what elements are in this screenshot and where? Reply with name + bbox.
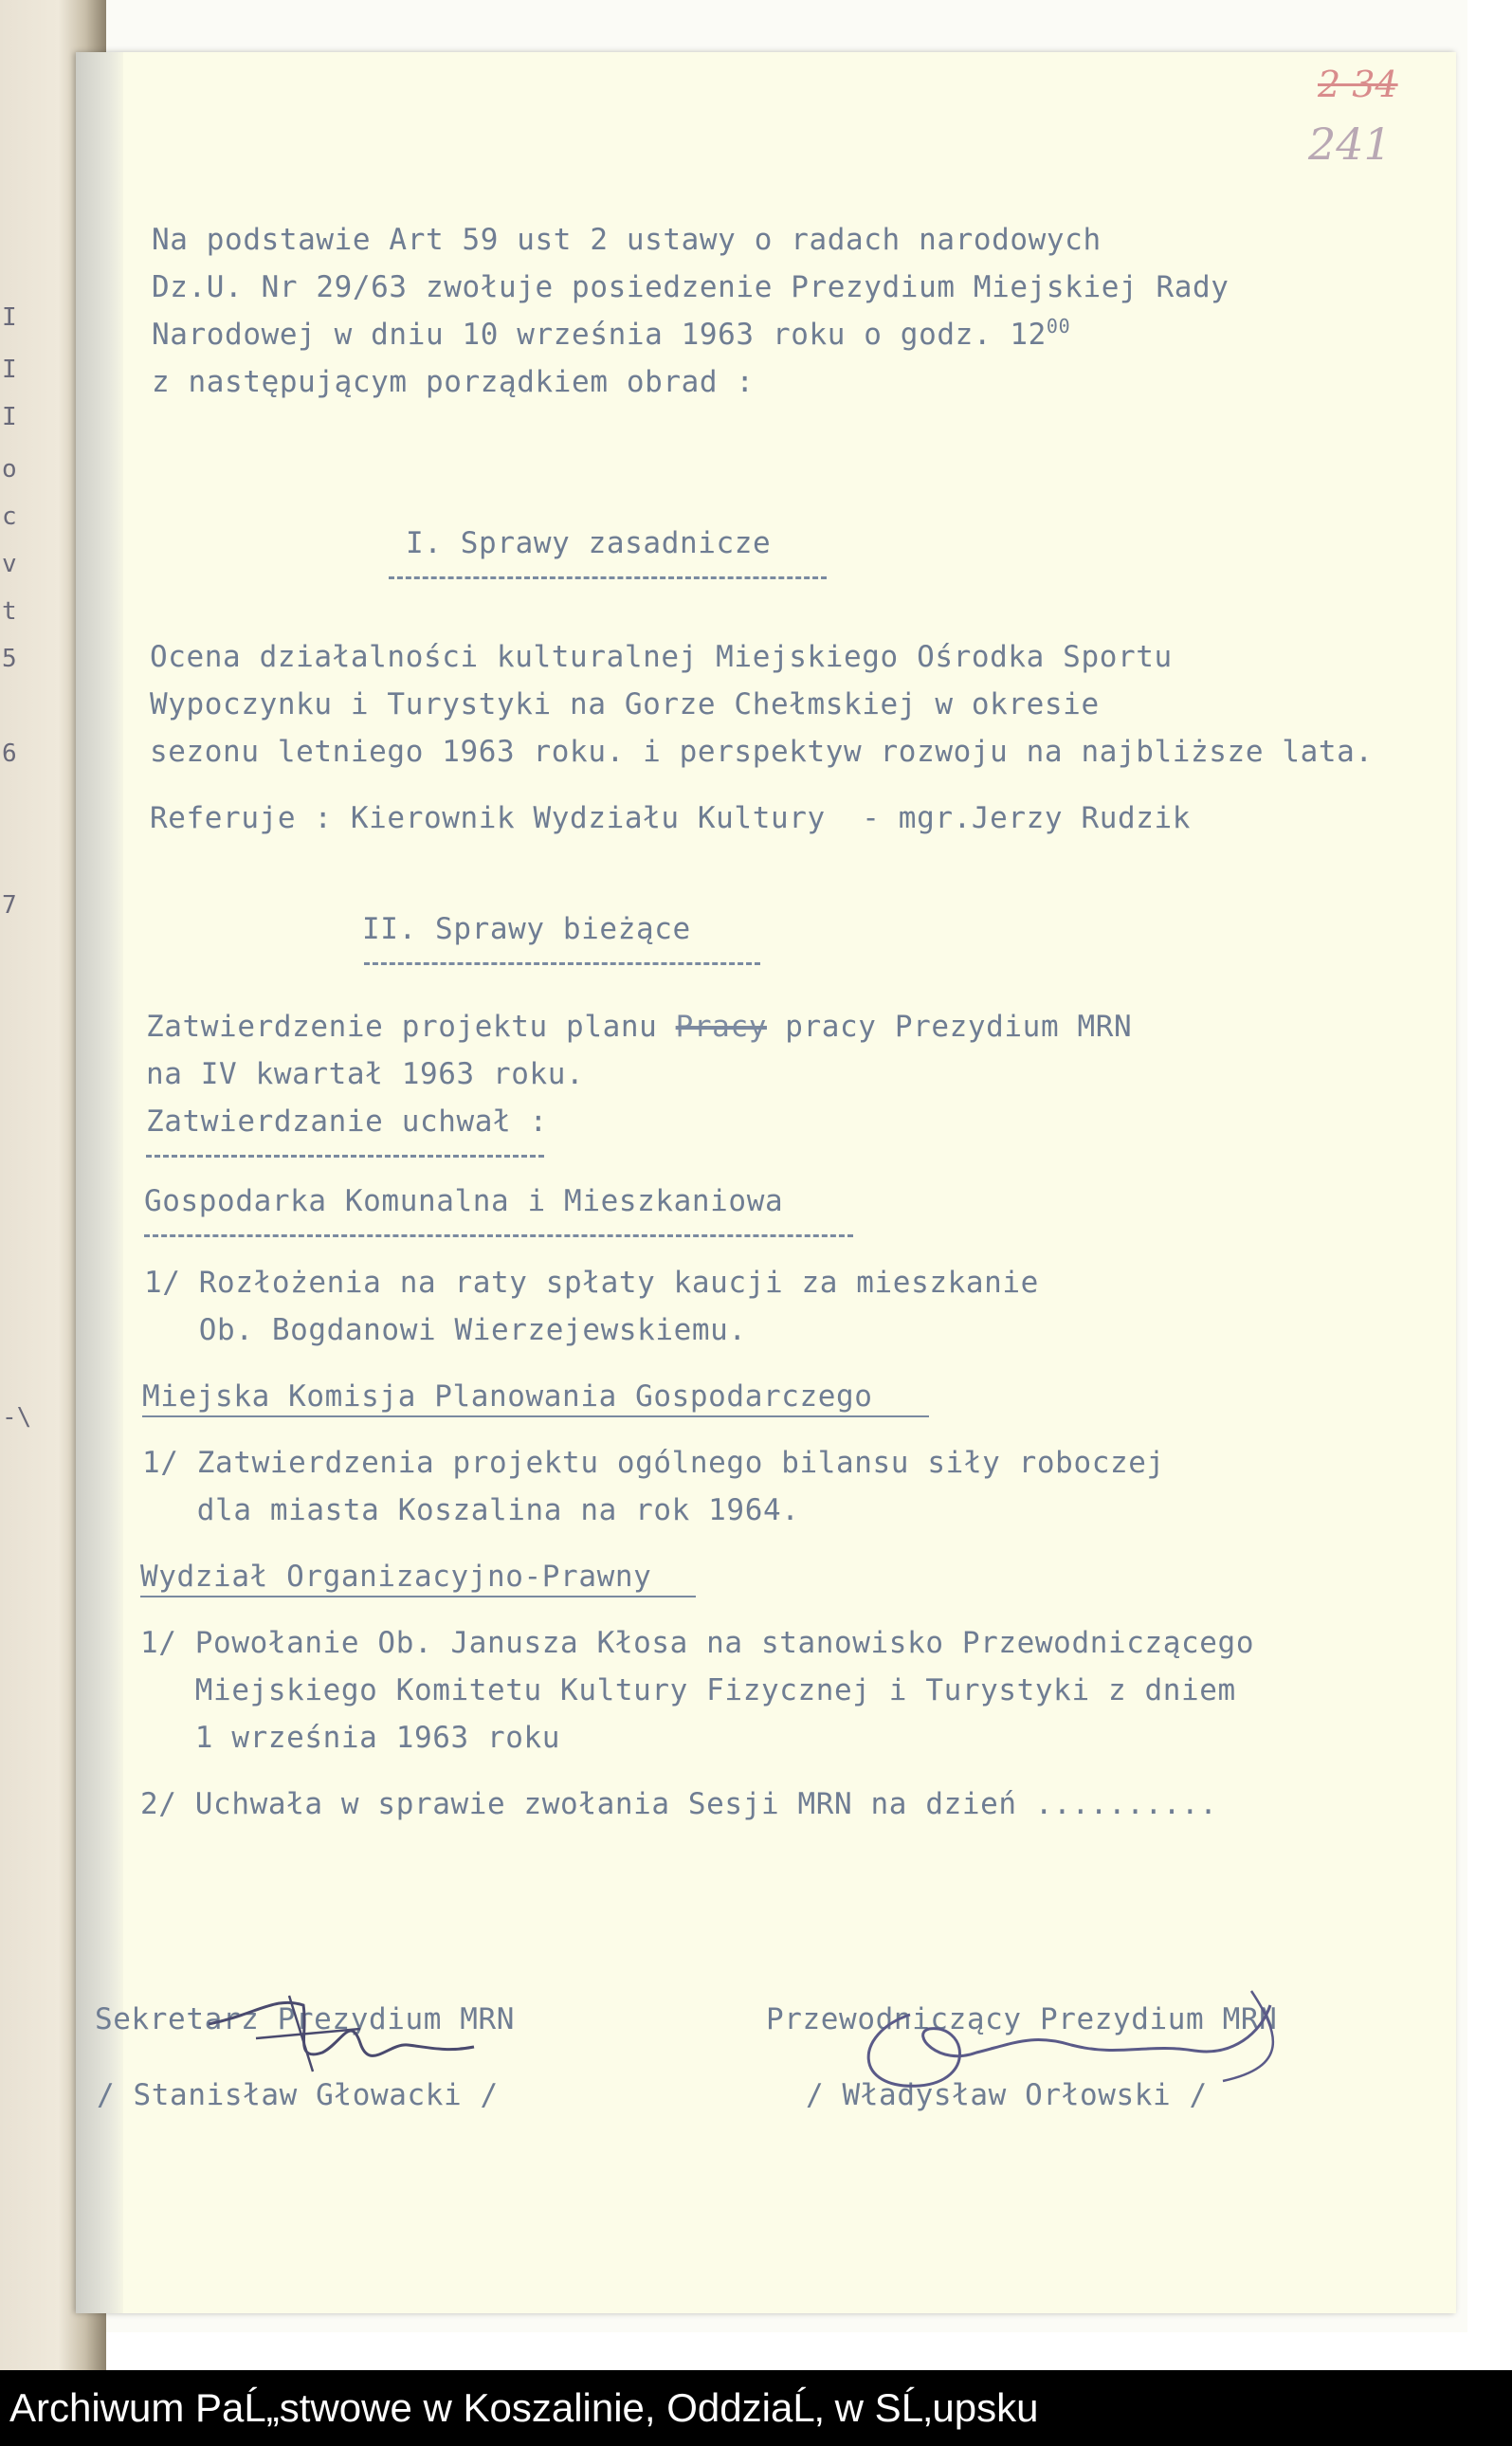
edge-mark: 7 [2, 891, 17, 920]
intro-line: Narodowej w dniu 10 września 1963 roku o godz. $12^{00}$ [152, 315, 1071, 352]
heading-underline [144, 1234, 853, 1237]
archive-caption-bar: Archiwum PaĹ„stwowe w Koszalinie, OddziaĹ‚ w SĹ‚upsku [0, 2370, 1512, 2446]
struck-word: Pracy [675, 1010, 767, 1044]
group-item: 2/ Uchwała w sprawie zwołania Sesji MRN na dzień .......... [140, 1787, 1218, 1821]
edge-mark: t [2, 597, 17, 626]
plan-line: na IV kwartał 1963 roku. [146, 1057, 585, 1091]
time-superscript: 00 [1046, 315, 1071, 338]
section1-text: sezonu letniego 1963 roku. i perspektyw rozwoju na najbliższe lata. [150, 735, 1374, 769]
intro-line: z następującym porządkiem obrad : [152, 365, 755, 399]
document-page [76, 52, 1456, 2313]
heading-underline [389, 576, 827, 579]
group-item: Ob. Bogdanowi Wierzejewskiemu. [144, 1313, 747, 1347]
group-item: 1/ Powołanie Ob. Janusza Kłosa na stanowisko Przewodniczącego [140, 1626, 1255, 1660]
right-handwritten-signature [834, 1977, 1327, 2109]
heading-underline [364, 962, 760, 965]
group-item: 1/ Zatwierdzenia projektu ogólnego bilansu siły roboczej [142, 1446, 1165, 1480]
group-item: 1 września 1963 roku [140, 1721, 561, 1755]
group-heading: Wydział Organizacyjno-Prawny [140, 1560, 652, 1594]
edge-mark: o [2, 455, 17, 484]
edge-mark: 5 [2, 645, 17, 673]
edge-mark: -\ [2, 1403, 32, 1432]
section-heading-1: I. Sprawy zasadnicze [406, 526, 772, 560]
edge-mark: c [2, 502, 17, 531]
heading-underline [146, 1155, 544, 1158]
group-heading: Miejska Komisja Planowania Gospodarczego [142, 1379, 873, 1414]
heading-underline [140, 1596, 696, 1597]
paper-spine-shadow [76, 52, 123, 2313]
left-signatory-name: / Stanisław Głowacki / [97, 2078, 499, 2112]
group-item: 1/ Rozłożenia na raty spłaty kaucji za mieszkanie [144, 1266, 1039, 1300]
crossed-page-number: 2 34 [1318, 64, 1398, 105]
right-signatory-title: Przewodniczący Prezydium MRN [766, 2002, 1278, 2036]
page-number-handwritten: 241 [1308, 119, 1392, 170]
edge-mark: v [2, 550, 17, 578]
section-heading-2: II. Sprawy bieżące [362, 912, 691, 946]
approval-heading: Zatwierdzanie uchwał : [146, 1104, 548, 1139]
edge-mark: I [2, 356, 17, 384]
group-item: Miejskiego Komitetu Kultury Fizycznej i Turystyki z dniem [140, 1673, 1236, 1707]
referee-line: Referuje : Kierownik Wydziału Kultury - mgr.Jerzy Rudzik [150, 801, 1192, 835]
plan-line: Zatwierdzenie projektu planu Pracy pracy Prezydium MRN [146, 1010, 1133, 1044]
group-item: dla miasta Koszalina na rok 1964. [142, 1493, 800, 1527]
group-heading: Gospodarka Komunalna i Mieszkaniowa [144, 1184, 784, 1218]
section1-text: Ocena działalności kulturalnej Miejskiego Ośrodka Sportu [150, 640, 1173, 674]
intro-line: Dz.U. Nr 29/63 zwołuje posiedzenie Prezydium Miejskiej Rady [152, 270, 1230, 304]
edge-mark: I [2, 403, 17, 431]
edge-mark: 6 [2, 739, 17, 768]
right-signatory-name: / Władysław Orłowski / [806, 2078, 1208, 2112]
edge-mark: I [2, 303, 17, 332]
heading-underline [142, 1415, 929, 1417]
section1-text: Wypoczynku i Turystyki na Gorze Chełmskiej w okresie [150, 687, 1100, 721]
left-handwritten-signature [199, 1986, 502, 2081]
intro-line: Na podstawie Art 59 ust 2 ustawy o radach narodowych [152, 223, 1102, 257]
left-signatory-title: Sekretarz Prezydium MRN [95, 2002, 516, 2036]
